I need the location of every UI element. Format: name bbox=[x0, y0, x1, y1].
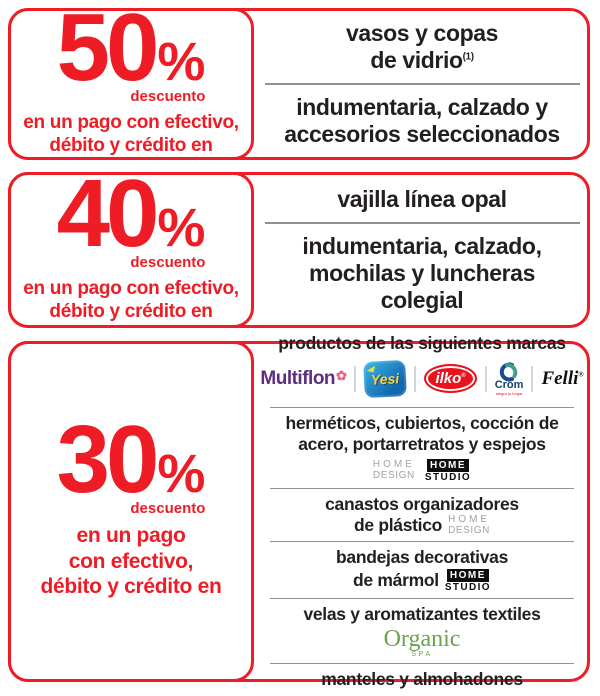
multiflon-wordmark: Multiflon bbox=[260, 367, 336, 389]
percent-sign: % bbox=[157, 444, 206, 505]
organic-spa-logo bbox=[384, 627, 461, 658]
section-logos bbox=[373, 459, 471, 483]
discount-30 bbox=[56, 406, 206, 518]
promo-card-30 bbox=[8, 332, 590, 690]
product-title-line: vasos y copas bbox=[345, 19, 499, 46]
flower-icon: ✿ bbox=[336, 367, 347, 383]
home-design-logo bbox=[448, 515, 490, 536]
section-text-line: herméticos, cubiertos, cocción de bbox=[285, 412, 559, 433]
payment-terms-line: débito y crédito en bbox=[49, 300, 213, 322]
section-text-fragment: de plástico bbox=[353, 515, 443, 535]
organic-wordmark: Organic bbox=[383, 626, 461, 653]
products-panel-50 bbox=[257, 11, 587, 157]
discount-value: 30 bbox=[56, 406, 156, 514]
product-body-line: mochilas y luncheras bbox=[309, 260, 535, 286]
divider bbox=[270, 663, 574, 664]
product-title-line: vajilla línea opal bbox=[337, 185, 507, 212]
percent-sign: % bbox=[157, 197, 206, 258]
payment-terms bbox=[23, 111, 239, 157]
crom-tagline: alegra tu hogar bbox=[495, 390, 523, 396]
yesi-logo bbox=[364, 360, 408, 398]
payment-terms-line: débito y crédito en bbox=[40, 575, 222, 599]
home-studio-logo bbox=[445, 569, 491, 593]
products-panel-30 bbox=[257, 332, 587, 690]
ilko-wordmark: ilko bbox=[435, 370, 462, 388]
multiflon-logo bbox=[260, 368, 346, 390]
product-title bbox=[337, 186, 506, 213]
payment-terms bbox=[23, 277, 239, 323]
divider bbox=[265, 83, 580, 85]
product-body-line: indumentaria, calzado, bbox=[302, 232, 542, 259]
section-hermeticos bbox=[267, 413, 577, 483]
home-studio-bottom: STUDIO bbox=[444, 581, 491, 593]
footnote-marker: (1) bbox=[462, 51, 474, 63]
divider bbox=[270, 488, 574, 489]
home-design-top: HOME bbox=[448, 514, 491, 526]
section-text-line bbox=[354, 515, 490, 536]
divider bbox=[270, 407, 574, 408]
section-text bbox=[303, 604, 540, 625]
payment-terms bbox=[41, 523, 222, 600]
brand-separator bbox=[414, 366, 416, 392]
discount-panel-40 bbox=[8, 159, 254, 328]
home-design-top: HOME bbox=[372, 459, 415, 471]
payment-terms-line: con efectivo, bbox=[68, 549, 194, 573]
discount-40 bbox=[56, 159, 206, 271]
product-body bbox=[302, 233, 541, 314]
section-text-line bbox=[353, 569, 491, 593]
discount-50 bbox=[56, 0, 206, 105]
registered-mark: ® bbox=[578, 370, 584, 379]
registered-mark: ® bbox=[461, 373, 466, 380]
brands-row bbox=[260, 359, 583, 399]
section-bandejas bbox=[267, 547, 577, 592]
section-text-line: acero, portarretratos y espejos bbox=[298, 434, 546, 455]
yesi-wordmark: Yesi bbox=[370, 370, 400, 388]
product-sections bbox=[260, 327, 584, 696]
discount-panel-30 bbox=[8, 341, 254, 682]
divider bbox=[265, 222, 580, 224]
section-text bbox=[336, 547, 508, 592]
section-marcas bbox=[260, 332, 584, 402]
section-text bbox=[285, 413, 558, 456]
home-design-logo bbox=[373, 460, 415, 481]
product-body-line: colegial bbox=[380, 287, 464, 314]
home-studio-bottom: STUDIO bbox=[424, 471, 472, 483]
product-title-line bbox=[346, 47, 498, 74]
home-design-bottom: DESIGN bbox=[372, 469, 415, 481]
payment-terms-line: en un pago con efectivo, bbox=[23, 111, 239, 133]
section-text-line: canastos organizadores bbox=[325, 493, 519, 514]
home-studio-logo bbox=[425, 459, 471, 483]
discount-value: 40 bbox=[56, 159, 156, 267]
ilko-logo bbox=[424, 364, 476, 393]
section-text-line: manteles y almohadones bbox=[321, 669, 523, 690]
product-title-text: de vidrio bbox=[370, 46, 463, 73]
payment-terms-line: en un pago bbox=[76, 524, 186, 548]
felli-wordmark: Felli bbox=[541, 367, 579, 389]
brand-separator bbox=[485, 366, 487, 392]
products-panel-40 bbox=[257, 175, 587, 325]
divider bbox=[270, 598, 574, 599]
percent-sign: % bbox=[157, 31, 206, 92]
section-text-line: velas y aromatizantes textiles bbox=[303, 603, 541, 624]
payment-terms-line: débito y crédito en bbox=[49, 134, 213, 156]
promo-card-50 bbox=[8, 0, 590, 160]
felli-logo bbox=[541, 368, 583, 390]
discount-panel-50 bbox=[8, 0, 254, 160]
discount-label: descuento bbox=[130, 87, 206, 105]
product-body-line: accesorios seleccionados bbox=[284, 121, 560, 148]
discount-label: descuento bbox=[130, 253, 206, 271]
payment-terms-line: en un pago con efectivo, bbox=[23, 277, 239, 299]
promo-card-40 bbox=[8, 159, 590, 328]
home-studio-top: HOME bbox=[427, 459, 469, 472]
product-body bbox=[284, 94, 560, 148]
brand-separator bbox=[354, 366, 356, 392]
section-canastos bbox=[267, 494, 577, 537]
home-design-bottom: DESIGN bbox=[448, 524, 491, 536]
brand-separator bbox=[531, 366, 533, 392]
home-studio-top: HOME bbox=[447, 569, 489, 582]
product-body-line: indumentaria, calzado y bbox=[296, 94, 548, 120]
organic-sub: SPA bbox=[411, 651, 433, 659]
crom-wordmark: Crom bbox=[494, 378, 524, 391]
crom-logo bbox=[495, 362, 524, 396]
discount-value: 50 bbox=[56, 0, 156, 101]
product-title bbox=[346, 20, 498, 74]
section-title: productos de las siguientes marcas bbox=[278, 332, 566, 353]
section-text-line: bandejas decorativas bbox=[336, 547, 508, 568]
discount-label: descuento bbox=[130, 500, 206, 518]
section-manteles bbox=[267, 669, 577, 690]
section-text bbox=[325, 494, 519, 537]
section-text bbox=[321, 669, 523, 690]
section-velas bbox=[267, 604, 577, 658]
divider bbox=[270, 541, 574, 542]
section-text-fragment: de mármol bbox=[353, 570, 439, 591]
